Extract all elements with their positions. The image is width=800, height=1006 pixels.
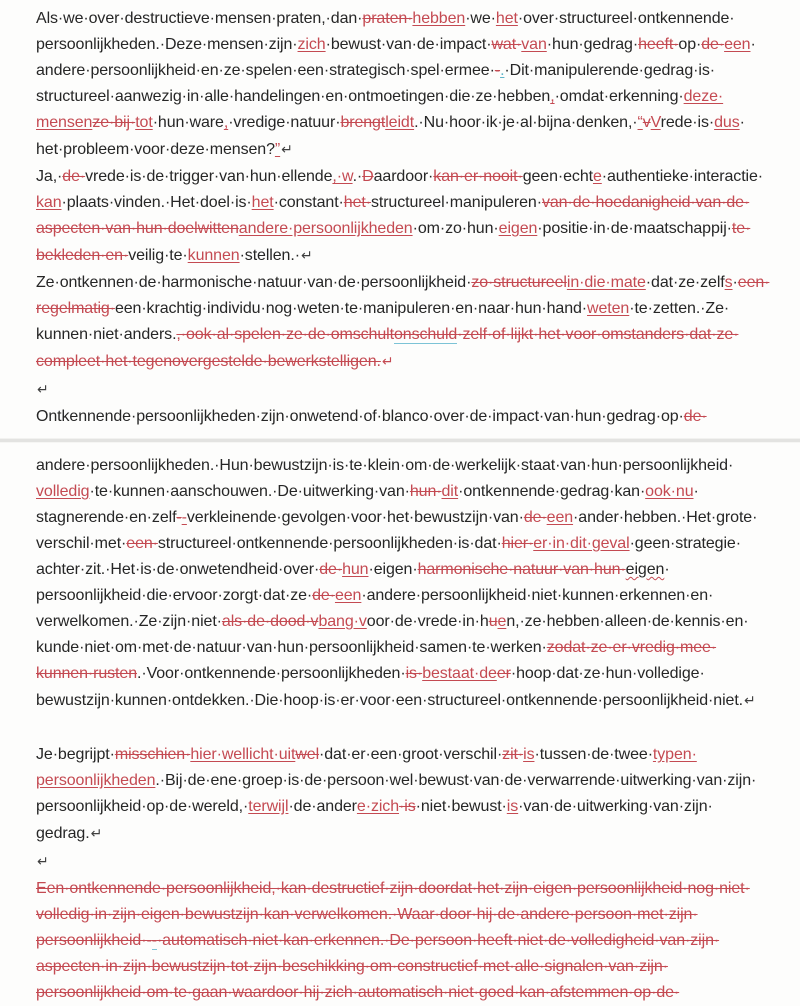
revision-segment-ins: , xyxy=(550,88,555,105)
revision-segment-del: Een·​ontkennende·​persoonlijkheid,·​kan·​destructief·​zijn·​doordat·​het·​zijn·​eigen·​persoonlijkheid·​nog·​niet·​volledig·​in·​zijn·​eigen·​bewustzijn·​kan·​verwelkomen.·​Waar·​door·​hij·​de·​andere·​persoon·​met·​zijn·​persoonlijkheid·​- xyxy=(36,880,750,949)
revision-segment-norm: Je·​begrijpt·​ xyxy=(36,746,115,763)
revision-segment-ins: er·​in·​dit·​geval xyxy=(533,535,630,552)
paragraph-mark-icon: ↵ xyxy=(300,247,313,263)
revision-segment-ins: een xyxy=(546,509,574,526)
revision-segment-ins: ook·​nu xyxy=(645,483,694,500)
revision-segment-ins: hebben xyxy=(412,10,466,27)
revision-segment-del: de·​ xyxy=(319,561,343,578)
revision-segment-norm: ·​ontkennende·​gedrag·​kan·​ xyxy=(458,483,646,500)
revision-segment-norm: ·​hun·​gedrag·​ xyxy=(546,36,639,53)
revision-segment-norm: ·​te·​zetten.·​Ze·​kunnen·​niet·​anders. xyxy=(36,300,730,343)
revision-segment-norm: ·​positie·​in·​de·​maatschappij·​ xyxy=(537,220,732,237)
revision-segment-norm: ·​andere·​persoonlijkheid·​en·​ze·​spelen·​een·​strategisch·​spel·​ermee·​ xyxy=(36,36,756,79)
revision-segment-norm: ·​bewust·​van·​de·​impact·​ xyxy=(325,36,492,53)
revision-segment-ins: kunnen xyxy=(187,247,240,264)
revision-segment-ins: een xyxy=(334,587,362,604)
paragraph-1 xyxy=(36,6,770,163)
revision-segment-ins: s xyxy=(724,274,733,291)
revision-segment-norm: .·​Voor·​ontkennende·​persoonlijkheden·​ xyxy=(137,665,406,682)
revision-segment-ins: andere·​persoonlijkheden xyxy=(238,220,413,237)
revision-segment-norm: ·​over·​structureel·​ontkennende·​persoonlijkheden.·​Deze·​mensen·​zijn·​ xyxy=(36,10,735,53)
revision-segment-ins: van xyxy=(521,36,547,53)
revision-segment-norm: ·​om·​zo·​hun·​ xyxy=(412,220,499,237)
revision-segment-del: praten·​ xyxy=(362,10,413,27)
revision-segment-norm: ·​vredige·​natuur·​ xyxy=(228,114,341,131)
revision-segment-norm: ·​eigen·​ xyxy=(368,561,418,578)
revision-segment-norm: geen·​echt xyxy=(522,168,593,185)
paragraph-mark-icon: ↵ xyxy=(281,141,293,157)
revision-segment-del: de·​ xyxy=(683,408,707,425)
revision-segment-norm: ·​constant·​ xyxy=(273,194,344,211)
paragraph-mark-icon: ↵ xyxy=(744,692,756,708)
revision-segment-norm: veilig·​te·​ xyxy=(128,247,188,264)
revision-segment-del: wat·​ xyxy=(491,36,522,53)
revision-segment-ins: bestaat·​de xyxy=(422,665,497,682)
revision-segment-del: is·​ xyxy=(405,665,423,682)
revision-segment-ins: - xyxy=(181,509,187,526)
revision-segment-del: een·​regelmatig·​ xyxy=(36,274,770,317)
revision-segment-norm: verkleinende·​gevolgen·​voor·​het·​bewustzijn·​van·​ xyxy=(186,509,524,526)
revision-segment-norm: ·​niet·​bewust·​ xyxy=(415,798,507,815)
revision-segment-ins: zich xyxy=(297,36,326,53)
revision-segment-norm: ·​plaats·​vinden.·​Het·​doel·​is·​ xyxy=(61,194,252,211)
paragraph-mark-icon: ↵ xyxy=(90,825,103,841)
revision-segment-norm: n,·​ze·​hebben·​alleen·​de·​kennis·​en·​kunde·​niet·​om·​met·​de·​natuur·​van·​hun·​persoonlijkheid·​samen·​te·​werken·​ xyxy=(36,613,749,656)
revision-segment-ins: is xyxy=(523,746,535,763)
revision-segment-del: van·​de·​hoedanigheid·​van·​de·​aspecten·​van·​hun·​doelwitten xyxy=(36,194,750,237)
page-divider xyxy=(0,438,800,443)
revision-segment-del: D xyxy=(362,168,374,185)
paragraph-4-part-2 xyxy=(36,453,770,714)
revision-segment-norm: .·​ xyxy=(352,168,363,185)
revision-segment-del: de·​ xyxy=(312,587,335,604)
revision-segment-del: te·​bekleden·​en·​ xyxy=(36,220,751,264)
revision-segment-norm: oor·​de·​vrede·​in·​h xyxy=(366,613,489,630)
revision-segment-ins: , xyxy=(223,114,229,131)
revision-segment-del: ·​is xyxy=(399,798,416,815)
revision-segment-norm: vrede·​is·​de·​trigger·​van·​hun·​ellende xyxy=(85,168,333,185)
revision-segment-ins: het xyxy=(495,10,518,27)
revision-segment-norm: ·​ xyxy=(732,274,738,291)
revision-segment-ins: weten xyxy=(587,300,630,317)
empty-paragraph-1 xyxy=(36,376,770,403)
revision-segment-del: er xyxy=(496,665,511,682)
empty-paragraph-3 xyxy=(36,848,770,875)
revision-segment-ins: deze·​mensen xyxy=(36,88,724,131)
revision-segment-ins: kan xyxy=(36,194,62,211)
revision-segment-norm: ·​ander·​hebben.·​Het·​grote·​verschil·​met·​ xyxy=(36,509,758,552)
revision-segment-del: harmonische·​natuur·​van·​hun·​ xyxy=(417,561,626,578)
paragraph-4-part-1 xyxy=(36,404,770,430)
revision-segment-ins: e xyxy=(497,613,507,630)
revision-segment-ins: hun xyxy=(342,561,369,578)
revision-segment-del: ·​automatisch·​niet·​kan·​erkennen.·​De·​persoon·​heeft·​niet·​de·​volledigheid·​van·​zijn·​aspecten·​in·​zijn·​bewustzijn·​tot·​zijn·​beschikking·​om·​constructief·​met·​alle·​signalen·​van·​zijn·​persoonlijkheid·​om·​te·​gaan·​waardoor·​hij·​zich·​automatisch·​niet·​goed·​kan·​afstemmen·​op·​de·​ xyxy=(36,932,720,1001)
revision-segment-ins: bang·​v xyxy=(318,613,367,630)
revision-segment-ins: eigen xyxy=(498,220,538,237)
revision-segment-norm: ·​hun·​ware xyxy=(152,114,224,131)
revision-segment-norm: .·​Nu·​hoor·​ik·​je·​al·​bijna·​denken,·​ xyxy=(414,114,638,131)
revision-segment-norm: een·​krachtig·​individu·​nog·​weten·​te·​manipuleren·​en·​naar·​hun·​hand·​ xyxy=(114,300,588,317)
revision-segment-del: v xyxy=(642,114,651,131)
revision-segment-del: kan·​er·​nooit·​ xyxy=(433,168,523,185)
paragraph-2 xyxy=(36,164,770,269)
revision-segment-norm: ·​geen·​strategie·​achter·​zit.·​Het·​is·​de·​onwetendheid·​over·​ xyxy=(36,535,741,578)
revision-segment-del: brengt xyxy=(340,114,386,131)
revision-segment-del: ·​zelf·​of·​lijkt·​het·​voor·​omstanders·​dat·​ze·​compleet·​het·​tegenovergestelde·​bewerkstelligen. xyxy=(36,326,739,370)
revision-segment-ins: dus xyxy=(714,114,740,131)
revision-segment-norm: op·​ xyxy=(678,36,702,53)
revision-segment-wavy: eigen xyxy=(625,561,665,578)
revision-segment-del: als·​de·​dood·​v xyxy=(221,613,319,630)
revision-segment-norm: ·​omdat·​erkenning·​ xyxy=(554,88,684,105)
paragraph-6-deleted xyxy=(36,876,770,1006)
revision-segment-norm: structureel·​ontkennende·​persoonlijkheden·​is·​dat·​ xyxy=(157,535,502,552)
revision-segment-norm: ·​Dit·​manipulerende·​gedrag·​is·​structureel·​aanwezig·​in·​alle·​handelingen·​en·​ontmoetingen·​die·​ze·​hebben xyxy=(36,62,715,105)
revision-segment-del: de·​ xyxy=(62,168,86,185)
revision-segment-norm: rede·​is·​ xyxy=(660,114,715,131)
revision-segment-norm: ·​andere·​persoonlijkheid·​niet·​kunnen·​erkennen·​en·​verwelkomen.·​Ze·​zijn·​niet·​ xyxy=(36,587,714,630)
revision-segment-del: het·​ xyxy=(343,194,371,211)
revision-segment-del: zodat·​ze·​er·​vredig·​mee·​kunnen·​rusten xyxy=(36,639,717,682)
revision-segment-norm: .·​Bij·​de·​ene·​groep·​is·​de·​persoon·​wel·​bewust·​van·​de·​verwarrende·​uitwerking·​van·​zijn·​persoonlijkheid·​op·​de·​wereld,·​ xyxy=(36,772,757,815)
revision-segment-del: heeft·​ xyxy=(638,36,679,53)
revision-segment-norm: ·​hoop·​dat·​ze·​hun·​volledige·​bewustzijn·​kunnen·​ontdekken.·​Die·​hoop·​is·​er·​voor·​een·​structureel·​ontkennende·​persoonlijkheid·​niet. xyxy=(36,665,744,709)
revision-segment-ins: in·​die·​mate xyxy=(566,274,646,291)
revision-segment-norm: ·​persoonlijkheid·​die·​ervoor·​zorgt·​dat·​ze·​ xyxy=(36,561,670,604)
revision-segment-ins: e xyxy=(592,168,602,185)
revision-segment-ins: “ xyxy=(637,114,643,131)
paragraph-mark-icon: ↵ xyxy=(37,381,49,397)
revision-segment-del: zit·​ xyxy=(502,746,524,763)
revision-segment-norm: Ze·​ontkennen·​de·​harmonische·​natuur·​van·​de·​persoonlijkheid·​ xyxy=(36,274,472,291)
revision-segment-norm: andere·​persoonlijkheden.·​Hun·​bewustzijn·​is·​te·​klein·​om·​de·​werkelijk·​staat·​van·​hun·​persoonlijkheid·​ xyxy=(36,457,734,474)
revision-segment-del: de·​ xyxy=(523,509,547,526)
revision-segment-ins: e·​zich xyxy=(356,798,400,815)
revision-segment-norm: ·​we·​ xyxy=(465,10,496,27)
revision-segment-ins: ” xyxy=(274,141,281,158)
revision-segment-del: ze·​bij·​ xyxy=(92,114,136,131)
revision-segment-del: misschien·​ xyxy=(114,746,191,763)
revision-segment-del: ,·​ook·​al·​spelen·​ze·​de·​omschult xyxy=(176,326,394,343)
paragraph-3 xyxy=(36,270,770,375)
revision-segment-del: de·​ xyxy=(701,36,725,53)
revision-segment-ins: een xyxy=(724,36,751,53)
revision-segment-del: zo·​structureel xyxy=(471,274,567,291)
revision-segment-ins: dit xyxy=(441,483,459,500)
revision-segment-ins: tot xyxy=(135,114,153,131)
revision-segment-ins: volledig xyxy=(36,483,90,500)
revision-segment-del: - xyxy=(494,62,501,79)
revision-segment-ins: het xyxy=(251,194,274,211)
revision-segment-norm: ·​te·​kunnen·​aanschouwen.·​De·​uitwerking·​van·​ xyxy=(89,483,410,500)
revision-segment-delins2: - xyxy=(151,932,157,949)
revision-segment-norm: ·​van·​de·​uitwerking·​van·​zijn·​gedrag. xyxy=(36,798,713,842)
revision-segment-ins: typen·​persoonlijkheden xyxy=(36,746,697,789)
revision-segment-ins2: . xyxy=(500,62,505,79)
revision-segment-del: een·​ xyxy=(126,535,158,552)
revision-segment-ins: ,·​w xyxy=(332,168,353,185)
revision-segment-ins: is xyxy=(506,798,519,815)
paragraph-mark-icon: ↵ xyxy=(381,353,394,369)
revision-segment-norm: ·​dat·​er·​een·​groot·​verschil·​ xyxy=(319,746,503,763)
revision-segment-delins2: onschuld xyxy=(393,326,458,343)
revision-segment-norm: Ja,·​ xyxy=(36,168,63,185)
revision-segment-del: hier·​ xyxy=(501,535,534,552)
revision-segment-norm: ·​dat·​ze·​zelf xyxy=(645,274,725,291)
revision-segment-norm: Ontkennende·​persoonlijkheden·​zijn·​onwetend·​of·​blanco·​over·​de·​impact·​van·​hun·​gedrag·​op·​ xyxy=(36,408,684,425)
revision-segment-del: u xyxy=(488,613,498,630)
revision-segment-norm: ·​stagnerende·​en·​zelf xyxy=(36,483,699,526)
empty-paragraph-2 xyxy=(36,715,770,741)
revision-segment-norm: Als·​we·​over·​destructieve·​mensen·​praten,·​dan·​ xyxy=(36,10,363,27)
revision-segment-norm: structureel·​manipuleren·​ xyxy=(370,194,542,211)
revision-segment-norm: aardoor·​ xyxy=(373,168,434,185)
revision-segment-ins: V xyxy=(650,114,661,131)
revision-segment-norm: ·​het·​probleem·​voor·​deze·​mensen? xyxy=(36,114,745,158)
revision-segment-ins: leidt xyxy=(385,114,415,131)
paragraph-5 xyxy=(36,742,770,847)
paragraph-mark-icon: ↵ xyxy=(37,853,49,869)
revision-segment-del: wel xyxy=(295,746,320,763)
revision-segment-norm: ·​stellen.·​ xyxy=(239,247,300,264)
revision-segment-del: - xyxy=(176,509,182,526)
revision-segment-del: hun·​ xyxy=(409,483,442,500)
revision-segment-norm: ·​authentieke·​interactie·​ xyxy=(601,168,764,185)
revision-segment-norm: ·​de·​ander xyxy=(288,798,357,815)
revision-segment-ins: hier·​wellicht·​uit xyxy=(190,746,296,763)
revision-segment-ins: terwijl xyxy=(248,798,289,815)
revision-segment-norm: ·​tussen·​de·​twee·​ xyxy=(534,746,653,763)
